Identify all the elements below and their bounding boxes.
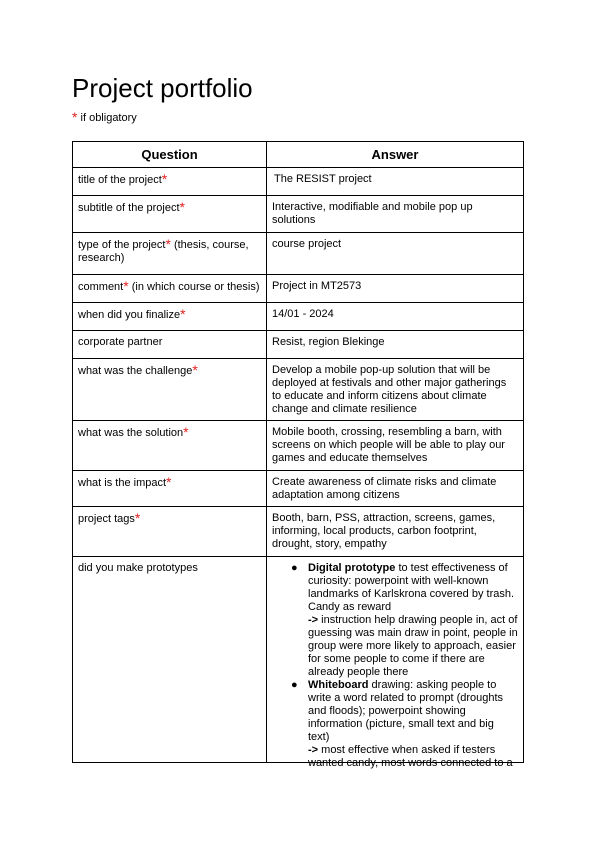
obligatory-note-text: if obligatory: [80, 112, 137, 124]
answer-text: Create awareness of climate risks and climate adaptation among citizens: [272, 476, 497, 501]
required-asterisk: *: [161, 171, 168, 187]
prototype-list: [272, 562, 518, 770]
table-row: [73, 303, 524, 331]
question-cell: [73, 507, 267, 557]
table-row: [73, 471, 524, 507]
question-text: when did you finalize: [78, 309, 181, 321]
question-cell: [73, 168, 267, 196]
answer-cell: [267, 359, 524, 421]
answer-cell: [267, 275, 524, 303]
answer-cell: [267, 507, 524, 557]
question-cell: [73, 233, 267, 275]
question-cell: [73, 331, 267, 359]
required-asterisk: *: [179, 199, 185, 215]
answer-cell: [267, 168, 524, 196]
required-asterisk: *: [72, 109, 78, 125]
arrow-marker: ->: [308, 744, 319, 756]
answer-text: Booth, barn, PSS, attraction, screens, games, informing, local products, carbon footprint, drought, story, empathy: [272, 512, 496, 550]
answer-text: Project in MT2573: [272, 280, 362, 292]
bullet-icon: ●: [291, 562, 298, 574]
question-cell: [73, 471, 267, 507]
table-row: [73, 233, 524, 275]
answer-text: Interactive, modifiable and mobile pop up solutions: [272, 201, 473, 226]
answer-cell: [267, 196, 524, 233]
question-text: title of the project: [78, 174, 162, 186]
question-text: what is the impact: [78, 477, 167, 489]
answer-cell: [267, 471, 524, 507]
required-asterisk: *: [165, 236, 171, 252]
question-text: what was the challenge: [78, 365, 193, 377]
arrow-marker: ->: [308, 614, 319, 626]
question-text: type of the project: [78, 239, 166, 251]
portfolio-table: [72, 141, 524, 769]
table-row: [73, 331, 524, 359]
question-cell: [73, 557, 267, 763]
question-cell: [73, 196, 267, 233]
table-row: [73, 196, 524, 233]
answer-cell: [267, 331, 524, 359]
required-asterisk: *: [123, 278, 129, 294]
question-text: corporate partner: [78, 336, 163, 348]
question-column-header: Question: [73, 142, 267, 168]
question-hint: (thesis, course, research): [78, 239, 249, 264]
answer-cell: [267, 233, 524, 275]
prototype-item-digital: [291, 562, 518, 679]
question-text: comment: [78, 281, 124, 293]
prototype-result: instruction help drawing people in, act of guessing was main draw in point, people in group were more likely to approach, easier for some people to come if there are already people there: [308, 614, 518, 678]
required-asterisk: *: [192, 362, 198, 378]
answer-cell: [267, 421, 524, 471]
answer-text: The RESIST project: [274, 173, 372, 185]
answer-text: Resist, region Blekinge: [272, 336, 385, 348]
page-title: Project portfolio: [72, 73, 253, 103]
answer-text: course project: [272, 238, 342, 250]
question-text: project tags: [78, 513, 135, 525]
required-asterisk: *: [166, 474, 172, 490]
obligatory-note: [72, 110, 137, 125]
table-row: [73, 359, 524, 421]
prototype-item-whiteboard: [291, 679, 518, 770]
table-row: [73, 507, 524, 557]
table-row: [73, 421, 524, 471]
prototype-text: to test effectiveness of curiosity: powerpoint with well-known landmarks of Karlskrona covered by trash. Candy as reward: [308, 562, 515, 613]
prototype-title: Digital prototype: [308, 562, 396, 574]
question-hint: (in which course or thesis): [128, 281, 260, 293]
question-cell: [73, 421, 267, 471]
bullet-icon: ●: [291, 679, 298, 691]
question-text: what was the solution: [78, 427, 184, 439]
table-row-prototypes: [73, 557, 524, 763]
required-asterisk: *: [180, 306, 186, 322]
prototype-title: Whiteboard: [308, 679, 369, 691]
prototype-result: most effective when asked if testers wanted candy, most words connected to a: [308, 744, 513, 769]
required-asterisk: *: [134, 510, 141, 526]
table-header-row: [73, 142, 524, 168]
prototype-text: drawing: asking people to write a word related to prompt (droughts and floods); powerpoint showing information (picture, small text and big text): [308, 679, 504, 743]
required-asterisk: *: [183, 424, 189, 440]
answer-cell: [267, 303, 524, 331]
table-row: [73, 275, 524, 303]
question-cell: [73, 359, 267, 421]
question-text: subtitle of the project: [78, 202, 180, 214]
answer-text: Develop a mobile pop-up solution that will be deployed at festivals and other major gatherings to educate and inform citizens about climate change and climate resilience: [272, 364, 507, 415]
answer-column-header: Answer: [267, 142, 524, 168]
question-cell: [73, 303, 267, 331]
table-row: [73, 168, 524, 196]
answer-cell: [267, 557, 524, 769]
question-text: did you make prototypes: [78, 562, 198, 574]
answer-text: Mobile booth, crossing, resembling a barn, with screens on which people will be able to play our games and educate themselves: [272, 426, 505, 464]
answer-text: 14/01 - 2024: [272, 308, 334, 320]
question-cell: [73, 275, 267, 303]
